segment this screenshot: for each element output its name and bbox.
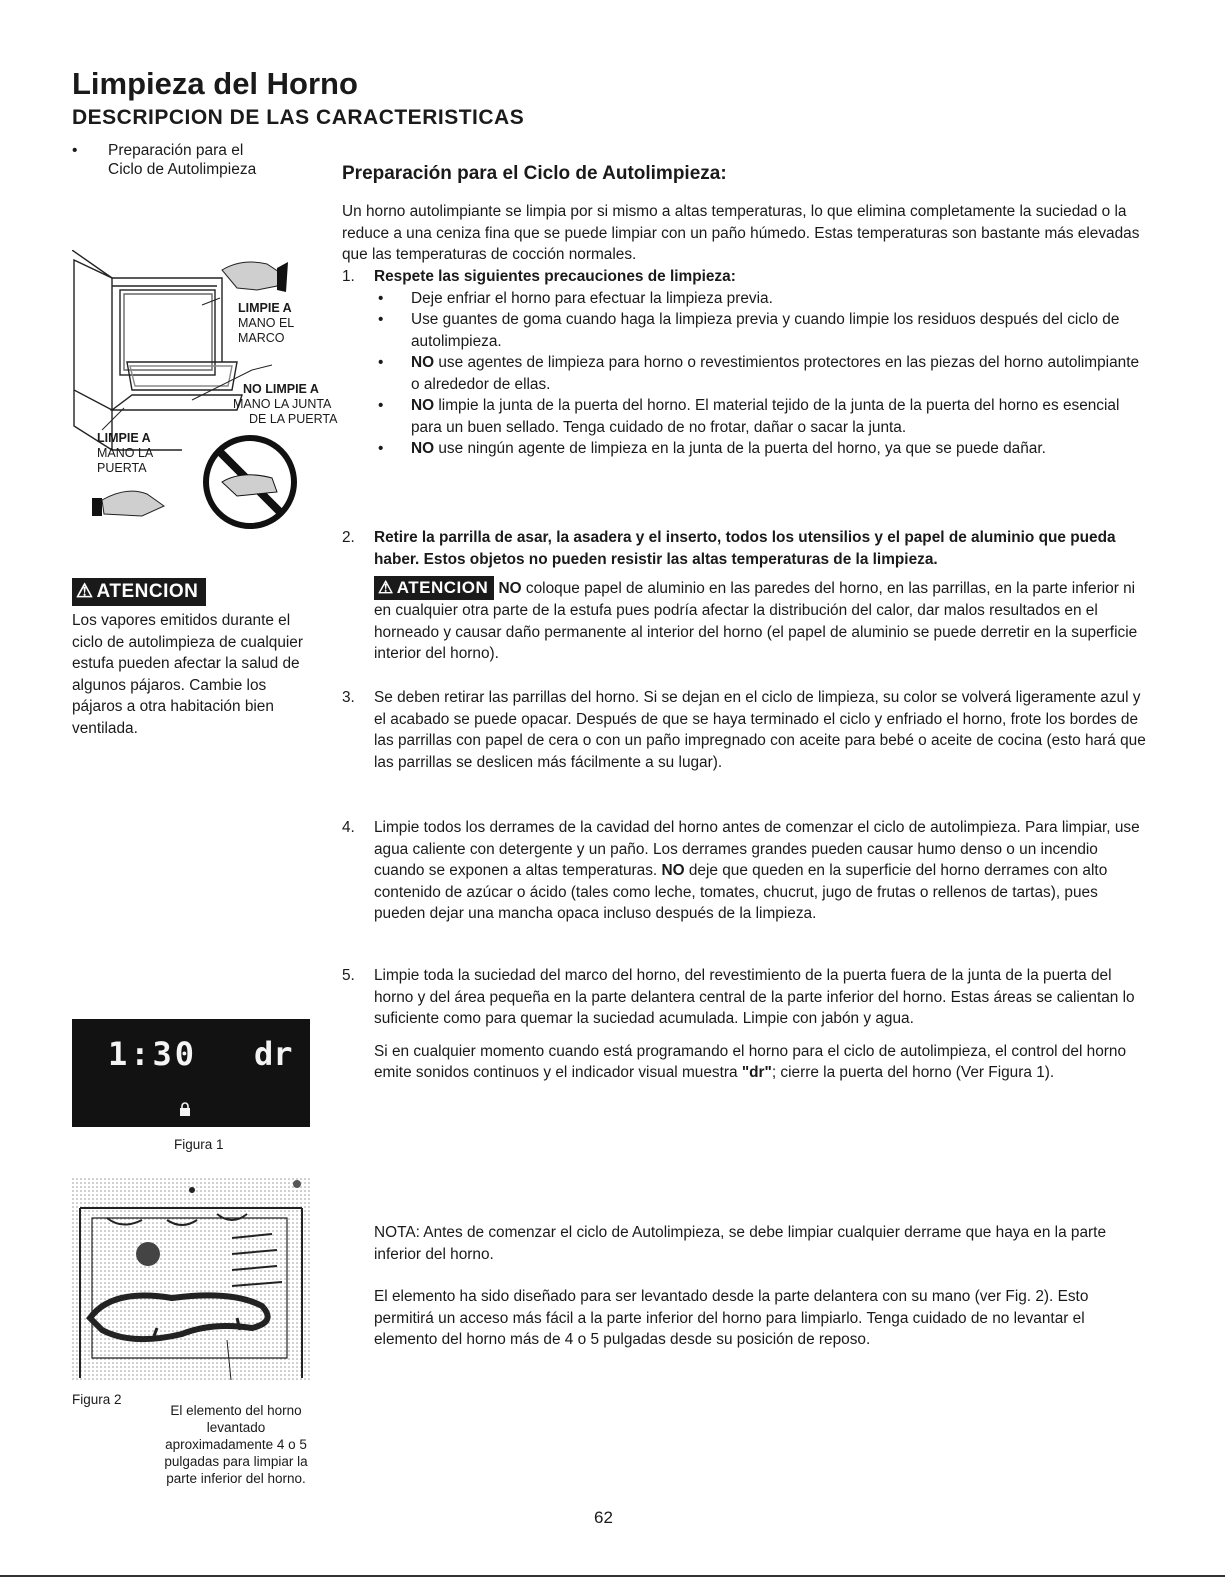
sidebar-bullet-line1: Preparación para el xyxy=(108,142,244,159)
item4-paragraph xyxy=(374,817,1146,925)
item2 xyxy=(374,527,1146,665)
element-text: El elemento ha sido diseñado para ser levantado desde la parte delantera con su mano (ver Fig. 2). Esto permitirá un acceso más fácil a la parte inferior del horno para limpiarlo. Tenga cuidado de no levantar el elemento del horno más de 4 o 5 pulgadas desde su posición de reposo. xyxy=(374,1288,1089,1348)
item2-number: 2. xyxy=(342,529,355,546)
oven-interior-drawing xyxy=(72,1178,310,1380)
nota-text: NOTA: Antes de comenzar el ciclo de Autolimpieza, se debe limpiar cualquier derrame que haya en la parte inferior del horno. xyxy=(374,1224,1107,1263)
caution-badge-label: ATENCION xyxy=(96,581,199,602)
caution-side-text: Los vapores emitidos durante el ciclo de autolimpieza de cualquier estufa pueden afectar la salud de algunos pájaros. Cambie los pájaros a otra habitación bien ventilada. xyxy=(72,612,303,737)
item3-number: 3. xyxy=(342,689,355,706)
label-door-line3: PUERTA xyxy=(97,461,147,475)
figure2-note xyxy=(146,1402,326,1487)
list-item xyxy=(374,395,1146,438)
section-subtitle: DESCRIPCION DE LAS CARACTERISTICAS xyxy=(72,106,525,129)
emphasis-no: NO xyxy=(661,862,685,879)
list-item-text: limpie la junta de la puerta del horno. El material tejido de la junta de la puerta del horno es esencial para un buen sellado. Tenga cuidado de no frotar, dañar o sacar la junta. xyxy=(411,397,1120,436)
item1 xyxy=(374,266,1146,460)
item2-warning xyxy=(374,576,1146,665)
figure2-note-line5: parte inferior del horno. xyxy=(166,1471,306,1486)
caution-badge-label: ATENCION xyxy=(396,578,489,597)
list-item xyxy=(374,352,1146,395)
precautions-list xyxy=(374,288,1146,460)
prohibited-icon xyxy=(206,438,294,526)
label-gasket-line1: NO LIMPIE A xyxy=(243,382,319,396)
item1-number: 1. xyxy=(342,268,355,285)
list-item-text: use ningún agente de limpieza en la junta de la puerta del horno, ya que se puede dañar. xyxy=(434,440,1046,457)
label-clean-door xyxy=(97,431,153,476)
intro-paragraph xyxy=(342,201,1147,266)
label-clean-frame xyxy=(238,301,294,346)
figure2-note-line1: El elemento del horno xyxy=(170,1403,302,1418)
label-frame-line1: LIMPIE A xyxy=(238,301,292,315)
figure2-note-line2: levantado xyxy=(206,1420,266,1435)
item5-para2-a: Si en cualquier momento cuando está programando el horno para el ciclo de autolimpieza, el control del horno emite sonidos continuos y el indicador visual muestra xyxy=(374,1042,1127,1081)
item3 xyxy=(374,687,1146,773)
label-door-line2: MANO LA xyxy=(97,446,154,460)
sidebar-caution xyxy=(72,578,312,739)
item5-para2-b: ; cierre la puerta del horno (Ver Figura 1). xyxy=(771,1064,1055,1081)
figure2-note-line3: aproximadamente 4 o 5 xyxy=(165,1437,307,1452)
list-item-text: use agentes de limpieza para horno o revestimientos protectores en las piezas del horno autolimpiante o alrededor de ellas. xyxy=(411,354,1140,393)
item5-text: Limpie toda la suciedad del marco del horno, del revestimiento de la puerta fuera de la junta de la puerta del horno y del área pequeña en la parte delantera central de la parte inferior del horno. Estas áreas se calientan lo suficiente como para quemar la suciedad acumulada. Limpie con jabón y agua. xyxy=(374,967,1135,1027)
bottom-divider xyxy=(0,1575,1225,1577)
label-frame-line3: MARCO xyxy=(238,331,285,345)
caution-badge xyxy=(72,578,206,606)
display-door-code: dr xyxy=(254,1035,293,1073)
bullet-icon: • xyxy=(72,142,78,159)
label-gasket-line3: DE LA PUERTA xyxy=(249,412,338,426)
item1-heading: Respete las siguientes precauciones de limpieza: xyxy=(374,268,736,285)
oven-element-illustration xyxy=(72,1178,310,1380)
emphasis-no: NO xyxy=(411,397,435,414)
nota-paragraph xyxy=(374,1222,1146,1265)
label-no-clean-gasket xyxy=(233,382,337,427)
hand-cleaning-icon xyxy=(92,491,164,516)
label-frame-line2: MANO EL xyxy=(238,316,295,330)
list-item: • Use guantes de goma cuando haga la limpieza previa y cuando limpie los residuos después del ciclo de autolimpieza. xyxy=(374,309,1146,352)
emphasis-no: NO xyxy=(498,580,522,597)
item2-warning-text: coloque papel de aluminio en las paredes del horno, en las parrillas, en la parte inferior ni en cualquier otra parte de la estufa pues podría afectar la distribución del calor, dar malos resultados en el horneado y causar daño permanente al interior del horno (el papel de aluminio se puede derretir en la superficie interior del horno). xyxy=(374,580,1138,662)
warning-triangle-icon: ⚠ xyxy=(378,578,394,597)
display-code-reference: "dr" xyxy=(741,1064,772,1081)
emphasis-no: NO xyxy=(411,354,435,371)
figure2-caption: Figura 2 xyxy=(72,1392,122,1407)
item5-number: 5. xyxy=(342,967,355,984)
item4-number: 4. xyxy=(342,819,355,836)
emphasis-no: NO xyxy=(411,440,435,457)
list-item xyxy=(374,438,1146,460)
section-heading: Preparación para el Ciclo de Autolimpieza: xyxy=(342,163,727,184)
item4-text-a: Limpie todos los derrames de la cavidad del horno antes de comenzar el ciclo de autolimpieza. Para limpiar, use agua caliente con detergente y un paño. Los derrames grandes pueden causar humo denso o un incendio cuando se exponen a altas temperaturas. xyxy=(374,819,1140,879)
sidebar-bullet-line2: Ciclo de Autolimpieza xyxy=(108,161,257,178)
item3-text: Se deben retirar las parrillas del horno. Si se dejan en el ciclo de limpieza, su color se volverá ligeramente azul y el acabado se puede opacar. Después de que se haya terminado el ciclo y enfriado el horno, frote los bordes de las parrillas con papel de cera o con un paño impregnado con aceite para bebé o aceite de cocina (esto hará que las parrillas se deslicen más fácilmente a su lugar). xyxy=(374,689,1146,771)
figure2-note-line4: pulgadas para limpiar la xyxy=(164,1454,308,1469)
lock-icon xyxy=(179,1102,191,1116)
item4-text-b: deje que queden en la superficie del horno derrames con alto contenido de azúcar o ácido (tales como leche, tomates, chucrut, jugo de frutas o rellenos de tartas), pues pueden dejar una mancha opaca incluso después de la limpieza. xyxy=(374,862,1108,922)
oven-display-panel xyxy=(72,1019,310,1127)
item5 xyxy=(374,965,1146,1084)
label-gasket-line2: MANO LA JUNTA xyxy=(233,397,332,411)
list-item: • Deje enfriar el horno para efectuar la limpieza previa. xyxy=(374,288,1146,310)
item5-paragraph2 xyxy=(374,1041,1146,1084)
figure1-caption: Figura 1 xyxy=(174,1137,224,1152)
element-paragraph xyxy=(374,1286,1146,1351)
caution-badge xyxy=(374,576,494,600)
warning-triangle-icon: ⚠ xyxy=(76,581,94,602)
page-number: 62 xyxy=(594,1508,613,1527)
label-door-line1: LIMPIE A xyxy=(97,431,151,445)
intro-text: Un horno autolimpiante se limpia por si mismo a altas temperaturas, lo que elimina completamente la suciedad o la reduce a una ceniza fina que se puede limpiar con un paño húmedo. Estas temperaturas son bastante más elevadas que las temperaturas de cocción normales. xyxy=(342,203,1140,263)
item2-heading: Retire la parrilla de asar, la asadera y el inserto, todos los utensilios y el papel de aluminio que pueda haber. Estos objetos no pueden resistir las altas temperaturas de la limpieza. xyxy=(374,529,1116,568)
item4 xyxy=(374,817,1146,925)
page-title: Limpieza del Horno xyxy=(72,66,358,101)
display-time: 1:30 xyxy=(108,1035,198,1073)
